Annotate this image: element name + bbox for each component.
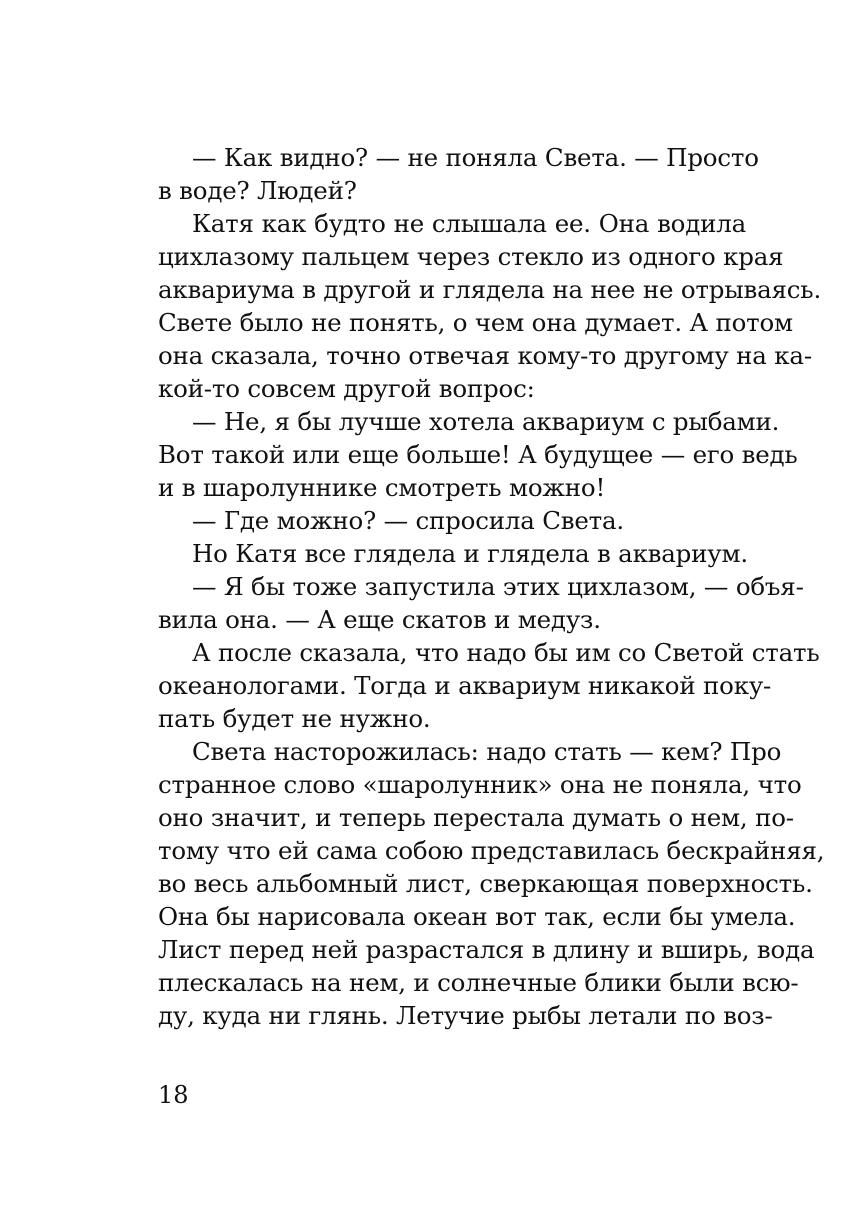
text-line: — Где можно? — спросила Света. bbox=[192, 506, 624, 535]
text-line: — Как видно? — не поняла Света. — Просто bbox=[192, 143, 759, 172]
text-line: аквариума в другой и глядела на нее не отрываясь. bbox=[158, 275, 822, 304]
text-line: вила она. — А еще скатов и медуз. bbox=[158, 605, 601, 634]
text-line: Катя как будто не слышала ее. Она водила bbox=[192, 209, 746, 238]
text-line: Вот такой или еще больше! А будущее — его ведь bbox=[158, 440, 798, 469]
text-line: — Я бы тоже запустила этих цихлазом, — объя- bbox=[192, 572, 804, 601]
text-line: оно значит, и теперь перестала думать о нем, по- bbox=[158, 803, 794, 832]
text-line: Лист перед ней разрастался в длину и вширь, вода bbox=[158, 935, 815, 964]
text-line: ду, куда ни глянь. Летучие рыбы летали по воз- bbox=[158, 1001, 773, 1030]
body-text bbox=[158, 141, 825, 1032]
text-line: тому что ей сама собою представилась бескрайняя, bbox=[158, 836, 825, 865]
text-line: Света насторожилась: надо стать — кем? Про bbox=[192, 737, 782, 766]
text-line: Свете было не понять, о чем она думает. А потом bbox=[158, 308, 793, 337]
text-line: плескалась на нем, и солнечные блики были всю- bbox=[158, 968, 799, 997]
text-line: пать будет не нужно. bbox=[158, 704, 431, 733]
text-line: и в шаролуннике смотреть можно! bbox=[158, 473, 606, 502]
text-line: А после сказала, что надо бы им со Светой стать bbox=[192, 638, 820, 667]
text-line: цихлазому пальцем через стекло из одного края bbox=[158, 242, 784, 271]
text-line: Она бы нарисовала океан вот так, если бы умела. bbox=[158, 902, 796, 931]
page-number: 18 bbox=[158, 1081, 189, 1109]
text-line: странное слово «шаролунник» она не поняла, что bbox=[158, 770, 802, 799]
text-line: во весь альбомный лист, сверкающая поверхность. bbox=[158, 869, 813, 898]
text-line: океанологами. Тогда и аквариум никакой поку- bbox=[158, 671, 772, 700]
text-line: кой-то совсем другой вопрос: bbox=[158, 374, 535, 403]
text-line: Но Катя все глядела и глядела в аквариум. bbox=[192, 539, 748, 568]
text-line: она сказала, точно отвечая кому-то другому на ка- bbox=[158, 341, 812, 370]
text-line: — Не, я бы лучше хотела аквариум с рыбами. bbox=[192, 407, 780, 436]
text-line: в воде? Людей? bbox=[158, 176, 357, 205]
